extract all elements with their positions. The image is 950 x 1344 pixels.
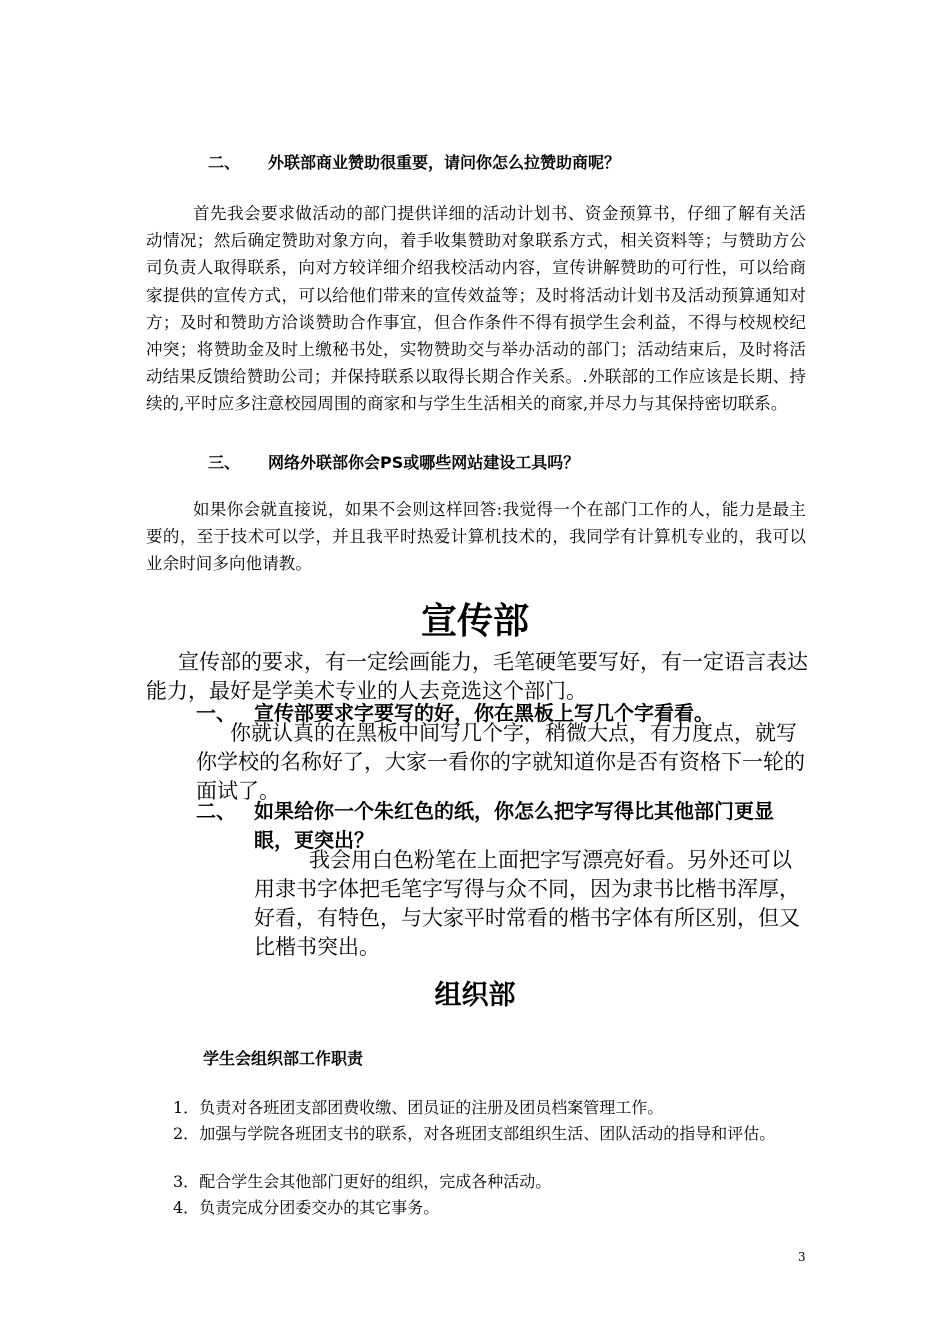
question-2-title: 外联部商业赞助很重要，请问你怎么拉赞助商呢？ — [268, 153, 621, 172]
organization-item-2-text: 加强与学院各班团支书的联系，对各班团支部组织生活、团队活动的指导和评估。 — [199, 1124, 776, 1143]
question-3-heading — [208, 450, 579, 473]
organization-item-3 — [146, 1168, 816, 1195]
question-2-heading — [208, 150, 620, 173]
organization-section-title: 组织部 — [434, 980, 516, 1011]
publicity-question-2-answer: 我会用白色粉笔在上面把字写漂亮好看。另外还可以用隶书字体把毛笔字写得与众不同，因为隶书比楷书浑厚，好看，有特色，与大家平时常看的楷书字体有所区别，但又比楷书突出。 — [254, 848, 800, 959]
publicity-section-title: 宣传部 — [420, 601, 529, 642]
organization-item-1-text: 负责对各班团支部团费收缴、团员证的注册及团员档案管理工作。 — [199, 1098, 664, 1117]
publicity-intro: 宣传部的要求，有一定绘画能力，毛笔硬笔要写好，有一定语言表达能力，最好是学美术专业的人去竞选这个部门。 — [146, 650, 808, 703]
organization-subtitle: 学生会组织部工作职责 — [203, 1049, 364, 1068]
page-number: 3 — [798, 1250, 806, 1264]
publicity-question-1-title: 宣传部要求字要写的好，你在黑板上写几个字看看。 — [254, 701, 714, 725]
organization-item-3-number: 3． — [173, 1172, 200, 1191]
question-3-number: 三、 — [208, 453, 241, 472]
publicity-question-1-number: 一、 — [196, 701, 236, 725]
organization-item-4-number: 4． — [173, 1198, 200, 1217]
organization-item-2 — [146, 1120, 816, 1147]
organization-item-1-number: 1． — [173, 1098, 200, 1117]
question-3-title: 网络外联部你会PS或哪些网站建设工具吗？ — [268, 453, 580, 472]
publicity-question-1-answer: 你就认真的在黑板中间写几个字，稍微大点，有力度点，就写你学校的名称好了，大家一看你的字就知道你是否有资格下一轮的面试了。 — [196, 721, 805, 803]
organization-item-1 — [146, 1094, 816, 1121]
organization-item-4 — [146, 1194, 816, 1221]
question-2-number: 二、 — [208, 153, 241, 172]
question-2-answer: 首先我会要求做活动的部门提供详细的活动计划书、资金预算书，仔细了解有关活动情况；然后确定赞助对象方向，着手收集赞助对象联系方式，相关资料等；与赞助方公司负责人取得联系，向对方较详细介绍我校活动内容，宣传讲解赞助的可行性，可以给商家提供的宣传方式，可以给他们带来的宣传效益等；及时将活动计划书及活动预算通知对方；及时和赞助方洽谈赞助合作事宜，但合作条件不得有损学生会利益，不得与校规校纪冲突；将赞助金及时上缴秘书处，实物赞助交与举办活动的部门；活动结束后，及时将活动结果反馈给赞助公司；并保持联系以取得长期合作关系。.外联部的工作应该是长期、持续的,平时应多注意校园周围的商家和与学生生活相关的商家,并尽力与其保持密切联系。 — [146, 204, 806, 414]
organization-item-2-number: 2． — [173, 1124, 200, 1143]
organization-item-3-text: 配合学生会其他部门更好的组织，完成各种活动。 — [199, 1172, 552, 1191]
publicity-question-2-title: 如果给你一个朱红色的纸，你怎么把字写得比其他部门更显眼，更突出？ — [254, 799, 774, 852]
question-3-answer: 如果你会就直接说，如果不会则这样回答:我觉得一个在部门工作的人，能力是最主要的，至于技术可以学，并且我平时热爱计算机技术的，我同学有计算机专业的，我可以业余时间多向他请教。 — [146, 500, 806, 574]
organization-item-4-text: 负责完成分团委交办的其它事务。 — [199, 1198, 440, 1217]
publicity-question-2-number: 二、 — [196, 799, 236, 823]
